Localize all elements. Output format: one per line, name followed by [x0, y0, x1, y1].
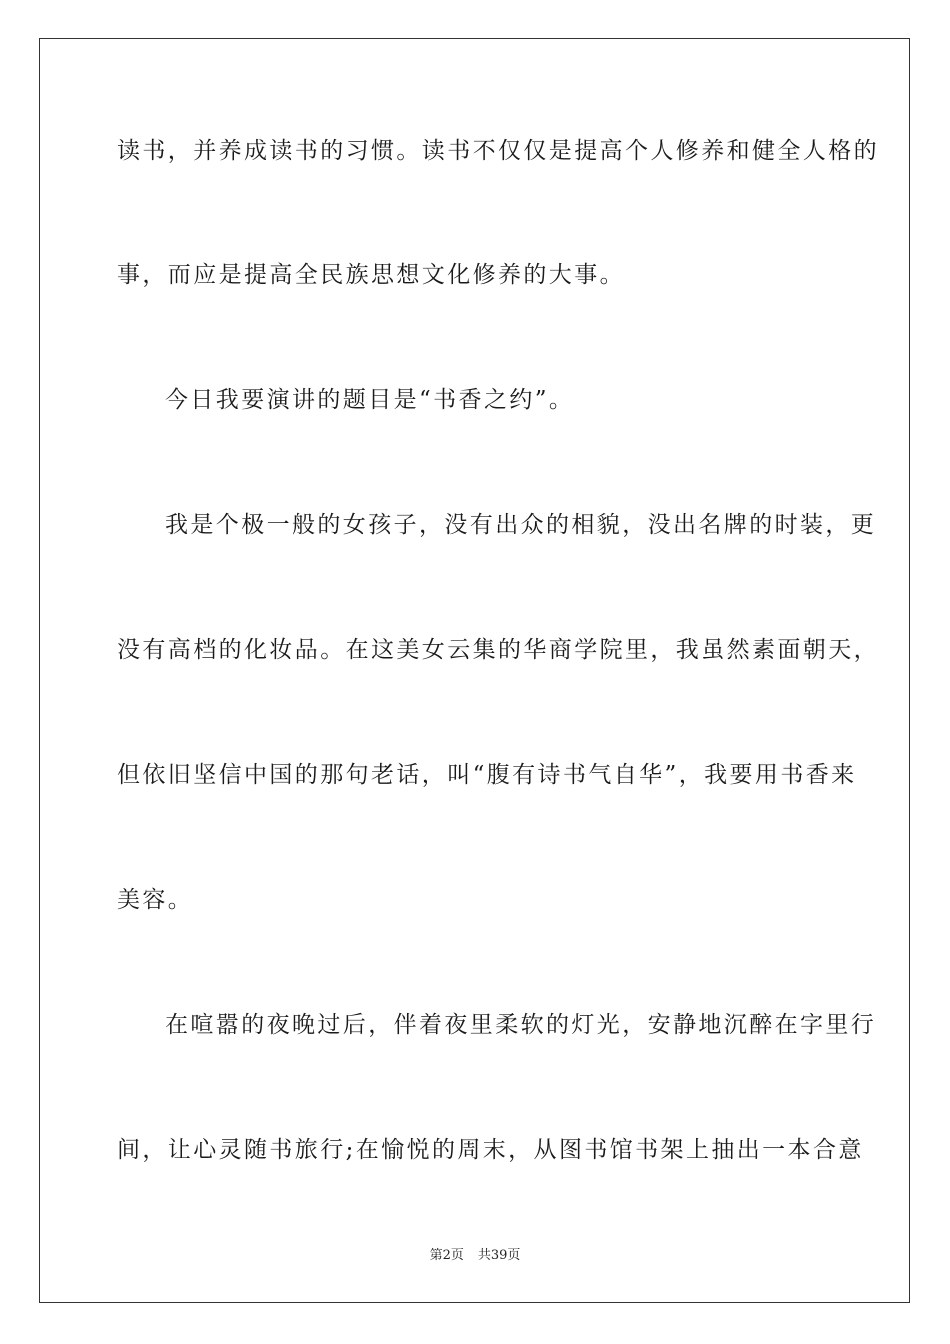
paragraph-line: 今日我要演讲的题目是“书香之约”。	[165, 387, 575, 413]
paragraph-line: 读书，并养成读书的习惯。读书不仅仅是提高个人修养和健全人格的	[117, 138, 879, 164]
paragraph-line: 在喧嚣的夜晚过后，伴着夜里柔软的灯光，安静地沉醉在字里行	[165, 1012, 877, 1038]
page-total: 共39页	[477, 1248, 521, 1263]
paragraph-line: 我是个极一般的女孩子，没有出众的相貌，没出名牌的时装，更	[165, 512, 877, 538]
page-border	[39, 38, 910, 1303]
paragraph-line: 事，而应是提高全民族思想文化修养的大事。	[117, 262, 625, 288]
page-footer	[0, 1247, 950, 1265]
paragraph-line: 间，让心灵随书旅行;在愉悦的周末，从图书馆书架上抽出一本合意	[117, 1137, 864, 1163]
paragraph-line: 美容。	[117, 887, 194, 913]
paragraph-line: 没有高档的化妆品。在这美女云集的华商学院里，我虽然素面朝天，	[117, 637, 879, 663]
page-number: 第2页	[429, 1248, 464, 1263]
paragraph-line: 但依旧坚信中国的那句老话，叫“腹有诗书气自华”，我要用书香来	[117, 762, 857, 788]
